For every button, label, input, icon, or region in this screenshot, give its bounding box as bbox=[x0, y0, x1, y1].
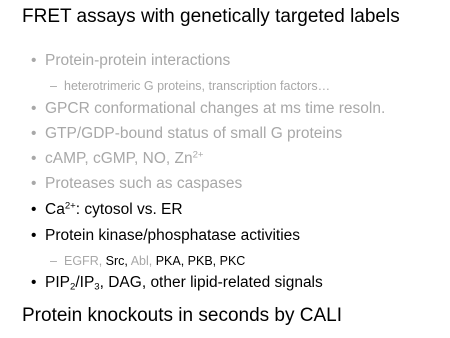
bullet-text: Proteases such as caspases bbox=[45, 175, 243, 192]
egfr-text: EGFR, bbox=[64, 254, 106, 268]
pka-pkb-pkc-text: PKA, PKB, PKC bbox=[155, 254, 246, 268]
slide-footer: Protein knockouts in seconds by CALI bbox=[22, 305, 343, 326]
sub-bullet-text bbox=[64, 254, 245, 268]
dash-marker: – bbox=[50, 254, 57, 268]
bullet-gtp-gdp bbox=[31, 125, 342, 143]
bullet-calcium bbox=[31, 201, 183, 219]
bullet-gpcr bbox=[31, 100, 385, 118]
bullet-marker: • bbox=[31, 52, 37, 69]
subscript: 3 bbox=[94, 281, 100, 293]
sub-bullet-text: heterotrimeric G proteins, transcription factors… bbox=[64, 79, 331, 93]
bullet-marker: • bbox=[31, 100, 37, 117]
bullet-kinase bbox=[31, 227, 300, 245]
slide-title: FRET assays with genetically targeted labels bbox=[22, 6, 400, 27]
bullet-text: cAMP, cGMP, NO, $Zn^{2+}$ bbox=[45, 149, 204, 167]
bullet-marker: • bbox=[31, 150, 37, 167]
bullet-proteases bbox=[31, 175, 242, 193]
bullet-text: $Ca^{2+}$: cytosol vs. ER bbox=[45, 200, 183, 218]
bullet-marker: • bbox=[31, 175, 37, 192]
bullet-protein-protein bbox=[31, 52, 230, 70]
bullet-text: $PIP_2/IP_3$, DAG, other lipid-related signals bbox=[45, 274, 323, 293]
bullet-marker: • bbox=[31, 227, 37, 244]
sub-bullet-g-proteins bbox=[50, 79, 330, 93]
bullet-text: Protein kinase/phosphatase activities bbox=[45, 227, 301, 244]
bullet-text: Protein-protein interactions bbox=[45, 52, 231, 69]
bullet-text: GTP/GDP-bound status of small G proteins bbox=[45, 125, 343, 142]
subscript: 2 bbox=[69, 281, 76, 293]
bullet-marker: • bbox=[31, 201, 37, 218]
dash-marker: – bbox=[50, 79, 57, 93]
abl-text: Abl, bbox=[130, 254, 156, 268]
bullet-lipid bbox=[31, 274, 323, 292]
sub-bullet-kinases bbox=[50, 254, 245, 268]
bullet-marker: • bbox=[31, 274, 37, 291]
bullet-marker: • bbox=[31, 125, 37, 142]
superscript: 2+ bbox=[64, 200, 76, 212]
bullet-camp bbox=[31, 150, 204, 168]
superscript: 2+ bbox=[192, 149, 204, 161]
bullet-text: GPCR conformational changes at ms time resoln. bbox=[45, 100, 386, 117]
src-text: Src, bbox=[105, 254, 131, 268]
